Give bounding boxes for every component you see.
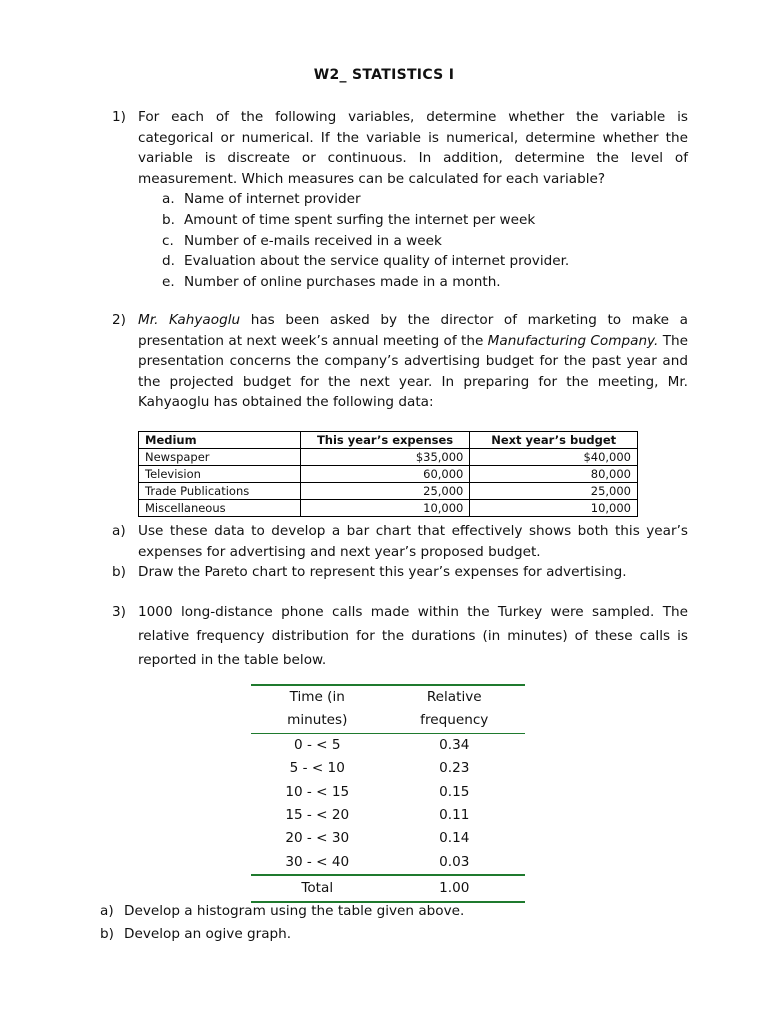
item-letter: d. <box>162 253 175 270</box>
question-number: 2) <box>112 312 126 328</box>
table-cell: 0.34 <box>439 736 470 753</box>
list-item <box>138 231 688 252</box>
item-letter: c. <box>162 232 174 249</box>
table-cell: 0.15 <box>439 783 470 800</box>
table-row <box>251 804 525 827</box>
table-row <box>139 500 638 517</box>
question-part <box>100 900 700 923</box>
question-part <box>100 923 700 946</box>
column-header: Time (in <box>251 685 384 709</box>
table-cell: 25,000 <box>300 483 470 500</box>
table-cell: Trade Publications <box>139 483 301 500</box>
part-text: Develop a histogram using the table given above. <box>124 903 465 919</box>
table-cell: 0.23 <box>439 760 470 777</box>
question-2-parts <box>112 521 688 583</box>
table-total-row <box>251 875 525 902</box>
table-header-row <box>251 685 525 709</box>
question-part <box>112 521 688 562</box>
table-cell: 60,000 <box>300 466 470 483</box>
table-cell: 10 - < 15 <box>285 783 350 800</box>
item-text: Number of online purchases made in a month. <box>184 273 501 290</box>
question-number: 1) <box>112 109 126 125</box>
list-item <box>138 272 688 293</box>
item-letter: e. <box>162 273 175 290</box>
total-label: Total <box>251 875 384 902</box>
column-header: Relative <box>384 685 526 709</box>
table-cell: 20 - < 30 <box>285 830 350 847</box>
column-header: Medium <box>139 432 301 449</box>
table-cell: 30 - < 40 <box>285 853 350 870</box>
part-text: Use these data to develop a bar chart that effectively shows both this year’s expenses for advertising and next year’s proposed budget. <box>138 523 688 560</box>
total-value: 1.00 <box>384 875 526 902</box>
table-cell: 0.03 <box>439 853 470 870</box>
column-header: frequency <box>384 709 526 733</box>
table-header-row <box>139 432 638 449</box>
part-label: a) <box>100 903 114 919</box>
table-cell: Miscellaneous <box>139 500 301 517</box>
column-header: This year’s expenses <box>300 432 470 449</box>
table-cell: 15 - < 20 <box>285 807 350 824</box>
list-item <box>138 210 688 231</box>
table-row <box>251 827 525 850</box>
part-label: b) <box>100 926 114 942</box>
list-item <box>138 189 688 210</box>
table-cell: 0.11 <box>439 807 470 824</box>
table-cell: 80,000 <box>470 466 638 483</box>
table-row <box>251 733 525 757</box>
table-cell: $35,000 <box>300 449 470 466</box>
question-2 <box>112 310 688 413</box>
table-cell: 25,000 <box>470 483 638 500</box>
table-row <box>251 851 525 875</box>
item-letter: a. <box>162 191 175 208</box>
table-row <box>251 781 525 804</box>
question-text: Mr. Kahyaoglu has been asked by the director of marketing to make a presentation at next week’s annual meeting of the Manufacturing Company. The presentation concerns the company’s advertising budget for the past year and the projected budget for the next year. In preparing for the meeting, Mr. Kahyaoglu has obtained the following data: <box>138 312 688 411</box>
part-text: Draw the Pareto chart to represent this year’s expenses for advertising. <box>138 564 627 581</box>
part-text: Develop an ogive graph. <box>124 926 292 942</box>
column-header: Next year’s budget <box>470 432 638 449</box>
frequency-table <box>251 684 525 903</box>
table-cell: Television <box>139 466 301 483</box>
question-1 <box>112 107 688 292</box>
item-text: Evaluation about the service quality of internet provider. <box>184 253 570 270</box>
company-name: Manufacturing Company. <box>487 332 659 349</box>
part-label: a) <box>112 523 126 539</box>
table-cell: Newspaper <box>139 449 301 466</box>
question-3-parts <box>100 900 700 946</box>
table-row <box>139 466 638 483</box>
item-letter: b. <box>162 211 175 228</box>
table-cell: 10,000 <box>300 500 470 517</box>
column-header: minutes) <box>251 709 384 733</box>
table-cell: $40,000 <box>470 449 638 466</box>
item-text: Amount of time spent surfing the internet per week <box>184 211 536 228</box>
part-label: b) <box>112 564 126 581</box>
person-name: Mr. Kahyaoglu <box>138 312 241 328</box>
budget-table <box>138 431 638 517</box>
question-text: 1000 long-distance phone calls made within the Turkey were sampled. The relative frequency distribution for the durations (in minutes) of these calls is reported in the table below. <box>138 604 688 668</box>
table-row <box>139 483 638 500</box>
question-part <box>112 562 688 583</box>
question-3 <box>112 600 688 672</box>
table-cell: 10,000 <box>470 500 638 517</box>
table-row <box>139 449 638 466</box>
question-number: 3) <box>112 604 126 620</box>
table-cell: 0.14 <box>439 830 470 847</box>
item-text: Number of e-mails received in a week <box>184 232 442 249</box>
page-title: W2_ STATISTICS I <box>313 67 455 83</box>
table-header-row <box>251 709 525 733</box>
item-text: Name of internet provider <box>184 191 361 208</box>
variable-list <box>138 189 688 292</box>
question-text: For each of the following variables, determine whether the variable is categorical or numerical. If the variable is numerical, determine whether the variable is discreate or continuous. In addition, determine the level of measurement. Which measures can be calculated for each variable? <box>138 109 688 187</box>
table-cell: 5 - < 10 <box>289 760 345 777</box>
table-row <box>251 757 525 780</box>
list-item <box>138 251 688 272</box>
table-cell: 0 - < 5 <box>293 736 341 753</box>
